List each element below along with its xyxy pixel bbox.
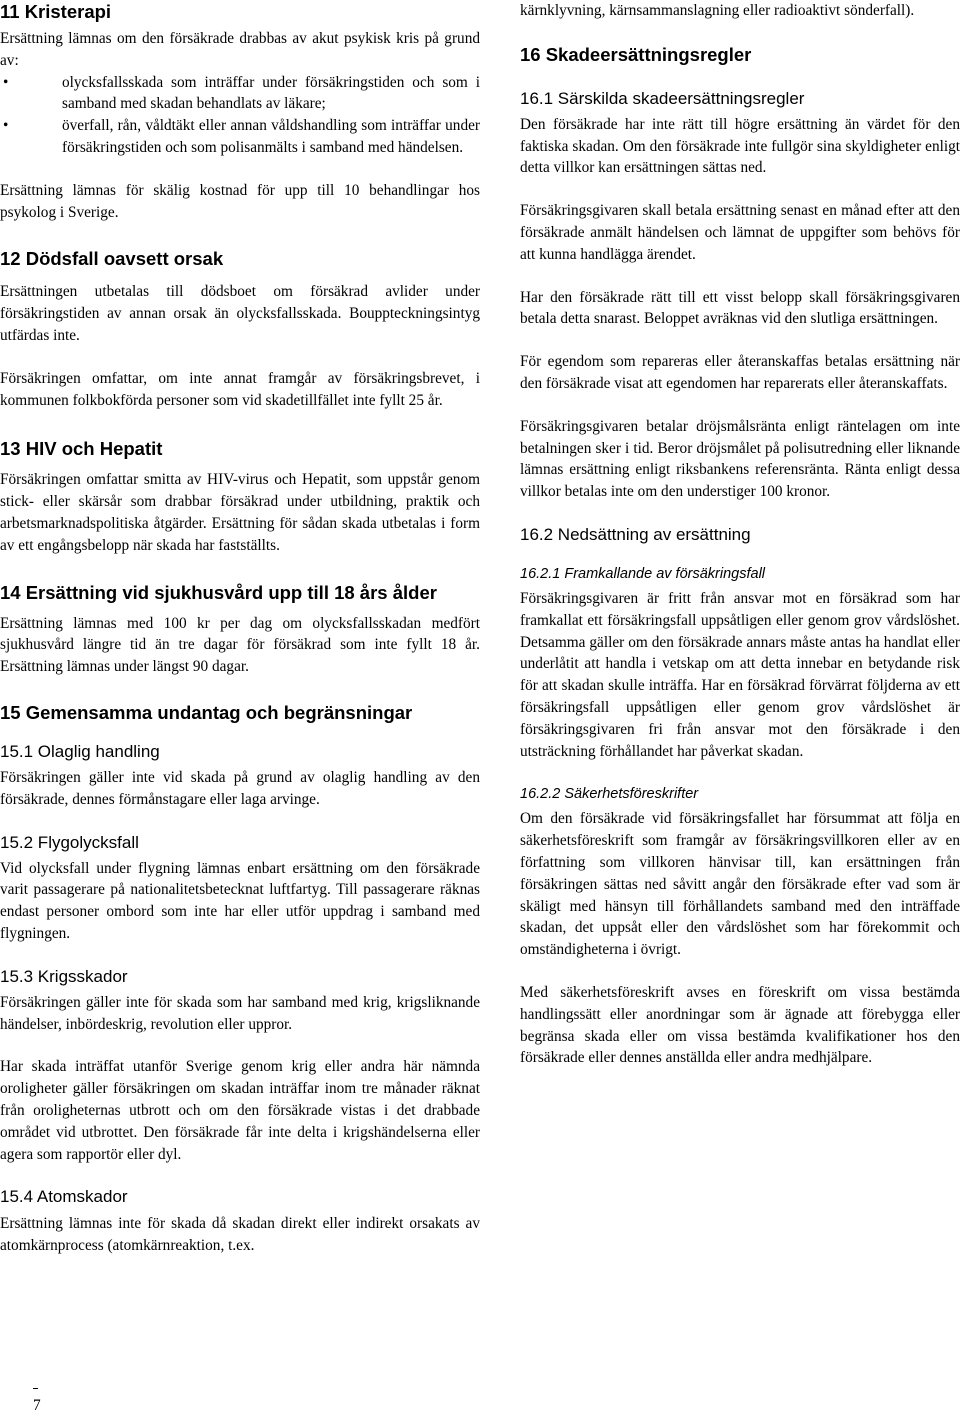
paragraph: Ersättning lämnas inte för skada då skadan direkt eller indirekt orsakats av atomkärnprocess (atomkärnreaktion, t.ex.	[0, 1215, 480, 1255]
heading-11: 11 Kristerapi	[0, 1, 112, 22]
paragraph: Försäkringsgivaren skall betala ersättning senast en månad efter att den försäkrade anmält händelsen och lämnat de uppgifter som behövs för att kunna handlägga ärendet.	[520, 202, 960, 263]
heading-16: 16 Skadeersättningsregler	[520, 43, 752, 65]
paragraph: Försäkringen gäller inte vid skada på grund av olaglig handling av den försäkrade, dennes förmånstagare eller laga arvinge.	[0, 768, 480, 808]
left-column	[0, 0, 480, 1257]
heading-16-2-2: 16.2.2 Säkerhetsföreskrifter	[520, 786, 699, 803]
paragraph: Ersättningen utbetalas till dödsboet om försäkrad avlider under försäkringstiden av annan orsak än olycksfallsskada. Bouppteckningsintyg utfärdas inte.	[0, 283, 480, 344]
heading-16-2-1: 16.2.1 Framkallande av försäkringsfall	[520, 565, 766, 582]
paragraph: Den försäkrade har inte rätt till högre ersättning än värdet för den faktiska skadan. Om den försäkrade inte fullgör sina skyldigheter enligt detta villkor kan ersättningen sättas ned.	[520, 115, 960, 177]
paragraph: Ersättning lämnas om den försäkrade drabbas av akut psykisk kris på grund av:	[0, 30, 480, 69]
paragraph: kärnklyvning, kärnsammanslagning eller radioaktivt sönderfall).	[520, 2, 915, 19]
paragraph: Försäkringsgivaren är fritt från ansvar mot en försäkrad som har framkallat ett försäkringsfall uppsåtligen eller genom grov vårdslöshet. Detsamma gäller om den försäkrade annars måste antas ha handlat eller underlåtit att handla i vetskap om att detta innebar en betydande risk för att skadan skulle inträffa. Har en försäkrad förvärrat följderna av ett försäkringsfall uppsåtligen eller genom grov vårdslöshet är försäkringsgivaren fri från ansvar mot den försäkrade i den utsträckning förhållandet har påverkat skadan.	[520, 589, 960, 760]
paragraph: Försäkringen omfattar, om inte annat framgår av försäkringsbrevet, i kommunen folkbokförda personer som vid skadetillfället inte fyllt 25 år.	[0, 369, 480, 409]
heading-16-2: 16.2 Nedsättning av ersättning	[520, 524, 751, 544]
heading-13: 13 HIV och Hepatit	[0, 438, 163, 460]
heading-15-2: 15.2 Flygolycksfall	[0, 832, 139, 852]
heading-16-1: 16.1 Särskilda skadeersättningsregler	[520, 88, 805, 108]
paragraph: Ersättning lämnas för skälig kostnad för upp till 10 behandlingar hos psykolog i Sverige.	[0, 181, 480, 221]
paragraph: Försäkringsgivaren betalar dröjsmålsränta enligt räntelagen om inte betalningen sker i tid. Beror dröjsmålet på polisutredning eller liknande lämnas ersättning enligt riksbankens referensränta. Ränta enligt dessa villkor betalas inte om den understiger 100 kronor.	[520, 417, 960, 501]
heading-15-3: 15.3 Krigsskador	[0, 966, 128, 986]
page-number: 7	[33, 1397, 41, 1414]
paragraph: Om den försäkrade vid försäkringsfallet har försummat att följa en säkerhetsföreskrift som framgår av försäkringsvillkoren eller av en författning som villkoren hänvisar till, kan ersättningen från försäkringen sättas ned såvitt angår den försäkrade efter vad som är skäligt med hänsyn till förhållandets samband med den inträffade skadan, det uppsåt eller den vårdslöshet som har förekommit och omständigheterna i övrigt.	[520, 810, 960, 959]
heading-15: 15 Gemensamma undantag och begränsningar	[0, 701, 413, 723]
list-item: • överfall, rån, våldtäkt eller annan våldshandling som inträffar under försäkringstiden och som polisanmälts i samband med händelsen.	[3, 117, 480, 156]
heading-15-1: 15.1 Olaglig handling	[0, 741, 160, 761]
paragraph: Ersättning lämnas med 100 kr per dag om olycksfallsskadan medfört sjukhusvård längre tid än tre dagar för försäkrad som inte fyllt 18 år. Ersättning lämnas under längst 90 dagar.	[0, 614, 480, 676]
list-item: • olycksfallsskada som inträffar under försäkringstiden och som i samband med skadan behandlats av läkare;	[3, 73, 480, 113]
right-column	[520, 0, 960, 1069]
paragraph: Med säkerhetsföreskrift avses en föreskrift om vissa bestämda handlingssätt eller anordningar som är ägnade att förebygga eller begränsa skada eller om vissa bestämda kvalifikationer hos den försäkrade eller dennes anställda eller andra medhjälpare.	[520, 983, 960, 1067]
bullet-icon: •	[3, 73, 9, 91]
paragraph: Har skada inträffat utanför Sverige genom krig eller andra här nämnda oroligheter gäller försäkringen om skadan inträffar inom tre månader räknat från oroligheternas utbrott och om den försäkrade vistas i det drabbade området vid utbrottet. Den försäkrade får inte delta i krigshändelserna eller agera som rapportör eller dyl.	[0, 1058, 480, 1163]
paragraph: Har den försäkrade rätt till ett visst belopp skall försäkringsgivaren betala detta snarast. Beloppet avräknas vid den slutliga ersättningen.	[520, 288, 960, 328]
bullet-list	[0, 72, 480, 159]
paragraph: Försäkringen omfattar smitta av HIV-virus och Hepatit, som uppstår genom stick- eller skärsår som drabbar försäkrad under utbildning, praktik och arbetsmarknadspolitiska åtgärder. Ersättning för sådan skada utbetalas i form av ett engångsbelopp när skada har fastställts.	[0, 471, 480, 554]
heading-14: 14 Ersättning vid sjukhusvård upp till 18 års ålder	[0, 581, 437, 603]
paragraph: För egendom som repareras eller återanskaffas betalas ersättning när den försäkrade visat att egendomen har reparerats eller återanskaffats.	[520, 353, 960, 392]
paragraph: Vid olycksfall under flygning lämnas enbart ersättning om den försäkrade varit passagerare på nationalitetsbetecknat luftfartyg. Till passagerare räknas endast personer ombord som inte har eller utför uppdrag i samband med flygningen.	[0, 859, 480, 942]
heading-12: 12 Dödsfall oavsett orsak	[0, 248, 224, 270]
bullet-icon: •	[3, 117, 9, 135]
paragraph: Försäkringen gäller inte för skada som har samband med krig, krigsliknande händelser, inbördeskrig, revolution eller uppror.	[0, 993, 480, 1033]
page-footer-rule	[33, 1388, 38, 1389]
heading-15-4: 15.4 Atomskador	[0, 1187, 128, 1207]
